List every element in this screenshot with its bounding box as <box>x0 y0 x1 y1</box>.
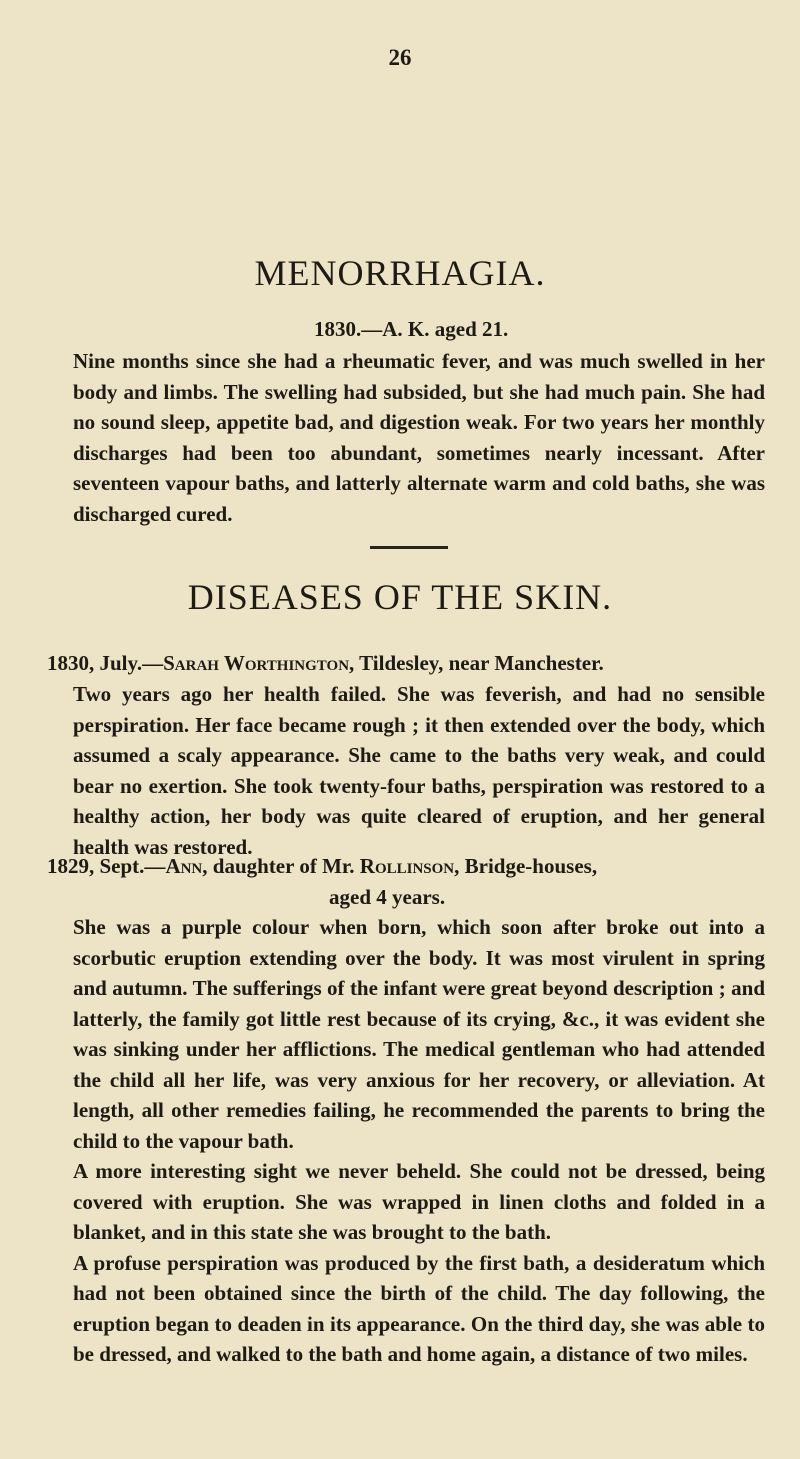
case-paragraph: A more interesting sight we never beheld. She could not be dressed, being covered with eruption. She was wrapped in linen cloths and folded in a blanket, and in this state she was brought to the bath. <box>73 1159 765 1244</box>
case-paragraph: Nine months since she had a rheumatic fever, and was much swelled in her body and limbs. The swelling had subsided, but she had much pain. She had no sound sleep, appetite bad, and digestion weak. For two years her monthly discharges had been too abundant, sometimes nearly incessant. After seventeen vapour baths, and latterly alternate warm and cold baths, she was discharged cured. <box>73 349 765 526</box>
case-paragraph: A profuse perspiration was produced by the first bath, a desideratum which had not been obtained since the birth of the child. The day following, the eruption began to deaden in its appearance. On the third day, she was able to be dressed, and walked to the bath and home again, a distance of two miles. <box>73 1250 765 1366</box>
case-heading-rollinson <box>47 851 597 881</box>
parent-surname: Rollinson <box>359 854 455 878</box>
case-paragraph: Two years ago her health failed. She was feverish, and had no sensible perspiration. Her face became rough ; it then extended over the body, which assumed a scaly appearance. She came to the baths very weak, and could bear no exertion. She took twenty-four baths, perspiration was restored to a healthy action, her body was quite cleared of eruption, and her general health was restored. <box>73 682 765 859</box>
case-body-worthington <box>47 679 765 862</box>
case-paragraph: She was a purple colour when born, which soon after broke out into a scorbutic eruption extending over the body. It was most virulent in spring and autumn. The sufferings of the infant were great beyond description ; and latterly, the family got little rest because of its crying, &c., it was evident she was sinking under her afflictions. The medical gentleman who had attended the child all her life, was very anxious for her recovery, or alleviation. At length, all other remedies failing, he recommended the parents to bring the child to the vapour bath. <box>73 915 765 1153</box>
page-number: 26 <box>388 45 412 70</box>
section-title-menorrhagia: MENORRHAGIA. <box>254 253 546 293</box>
patient-name: Sarah Worthington <box>163 651 350 675</box>
patient-relation: , daughter of Mr. <box>202 854 360 878</box>
case-date: 1829, Sept.— <box>47 854 166 878</box>
section-divider <box>370 546 448 549</box>
patient-name: Ann <box>165 854 203 878</box>
case-heading-worthington <box>47 648 604 678</box>
case-body-rollinson <box>47 912 765 1370</box>
section-title-skin: DISEASES OF THE SKIN. <box>187 577 613 617</box>
case-date: 1830, July.— <box>47 651 164 675</box>
case-heading-ak: 1830.—A. K. aged 21. <box>314 317 509 341</box>
patient-place: , Bridge-houses, <box>454 854 598 878</box>
case-body-ak <box>47 346 765 529</box>
patient-age: aged 4 years. <box>329 885 446 909</box>
patient-place: , Tildesley, near Manchester. <box>349 651 604 675</box>
